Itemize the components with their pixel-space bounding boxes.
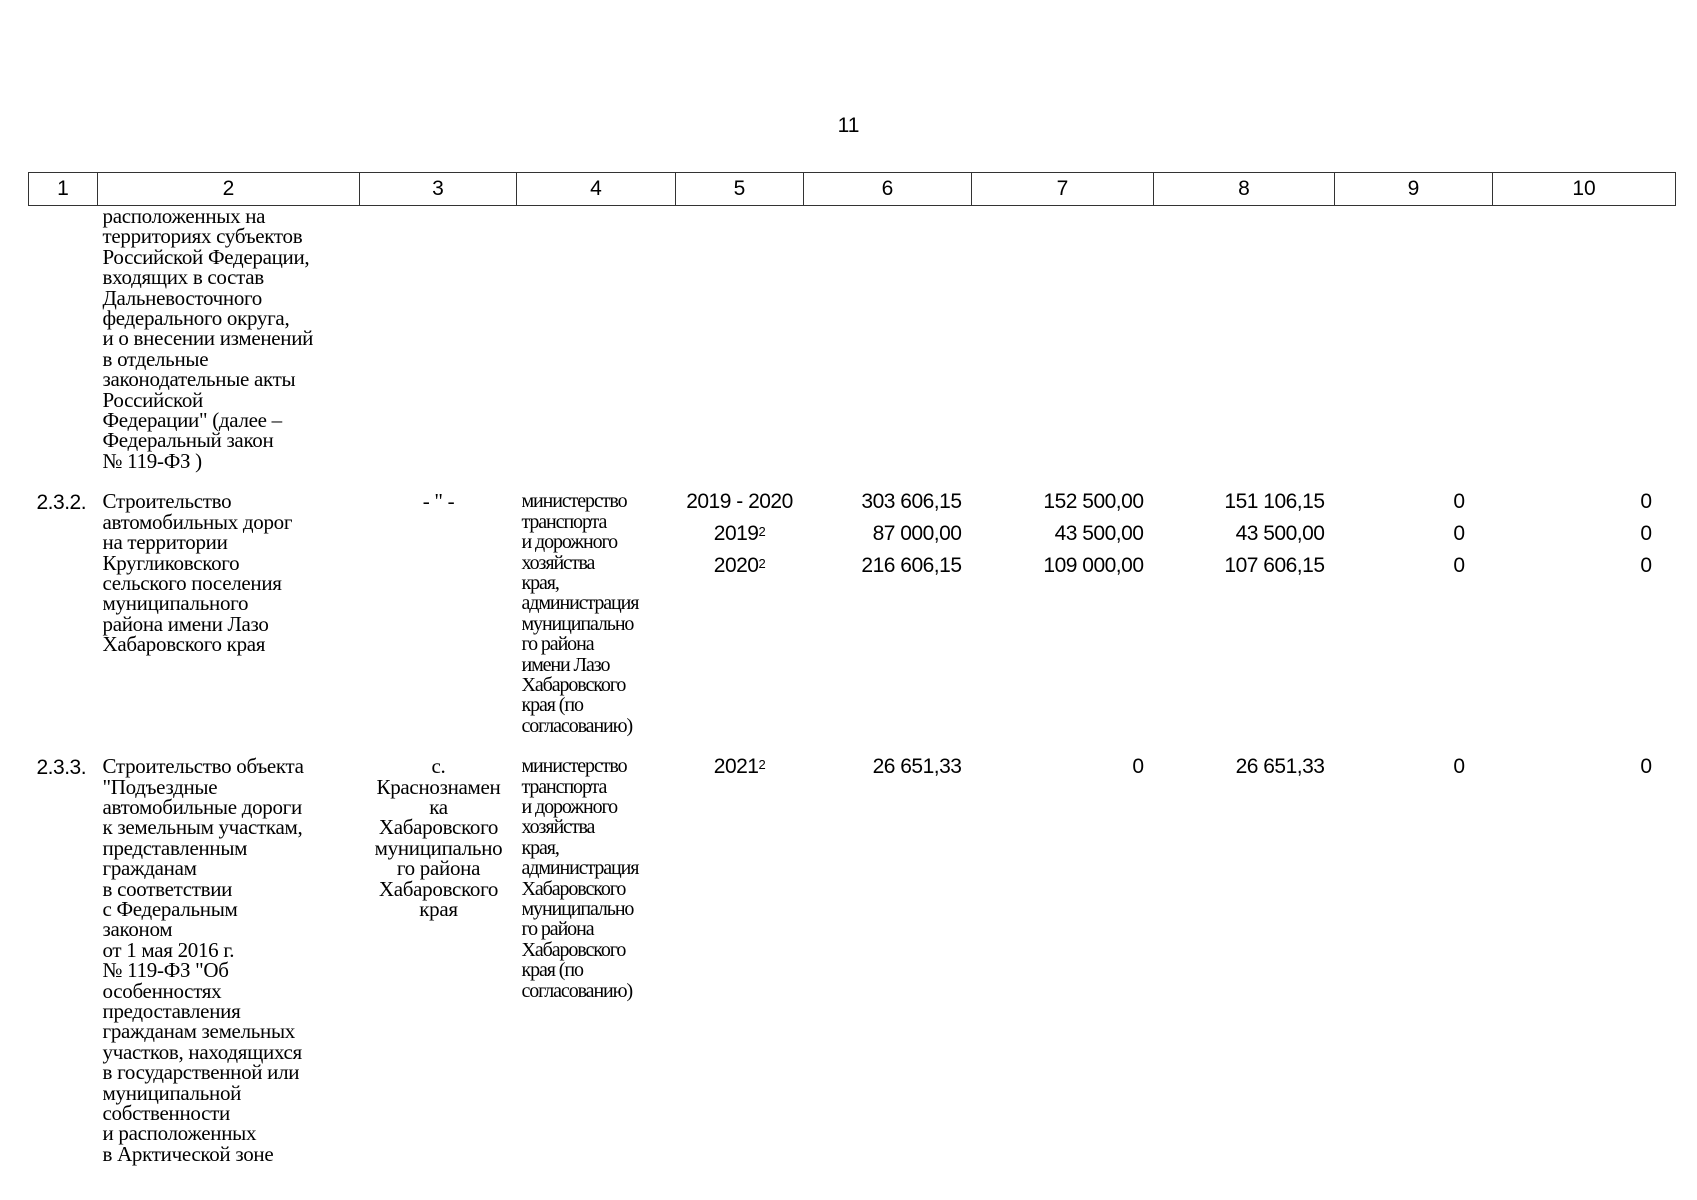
continuation-description	[98, 206, 360, 472]
cell-line: муниципальной	[102, 1080, 242, 1105]
cell-line: администрация	[521, 592, 639, 615]
cell-line: 107 606,15	[1224, 554, 1325, 578]
row-description	[98, 485, 360, 736]
cell-line: автомобильных дорог	[102, 509, 293, 534]
row-col8	[1154, 485, 1335, 736]
footnote-marker: 2	[758, 556, 766, 572]
header-col-6: 6	[804, 173, 972, 206]
row-description	[98, 750, 360, 1164]
cell-line: согласованию)	[521, 714, 633, 737]
cell-line: 0	[1453, 755, 1465, 779]
footnote-marker: 2	[758, 524, 766, 540]
period-text: 2020	[713, 554, 759, 578]
cell-line: согласованию)	[521, 979, 633, 1002]
cell-line: 0	[1453, 522, 1465, 546]
cell-line: го района	[396, 856, 481, 881]
cell-line: муниципально	[521, 898, 634, 920]
cell-line: Хабаровского края	[102, 632, 266, 657]
cell-line: хозяйства	[521, 816, 595, 839]
cell-line: в отдельные	[102, 346, 209, 371]
period-value	[676, 751, 804, 783]
cell-line: в государственной или	[102, 1060, 300, 1085]
cell-line: Хабаровского	[521, 673, 626, 696]
cell-line: транспорта	[521, 775, 607, 798]
cell-line: от 1 мая 2016 г.	[102, 937, 235, 962]
cell-line: Строительство	[102, 489, 232, 514]
cell-line: Хабаровского	[378, 876, 499, 901]
cell-line: собственности	[102, 1101, 230, 1126]
cell-line: "Подъездные	[102, 774, 218, 799]
cell-line: края (по	[521, 694, 583, 717]
cell-line: и дорожного	[521, 795, 618, 818]
cell-line: законом	[102, 917, 173, 942]
cell-line: края	[419, 897, 458, 921]
cell-line: в соответствии	[102, 876, 233, 901]
row-col9	[1335, 750, 1493, 1164]
row-location	[360, 485, 517, 736]
cell-line: 0	[1640, 522, 1652, 546]
cell-line: 87 000,00	[872, 522, 962, 546]
header-col-8: 8	[1154, 173, 1335, 206]
cell-line: 0	[1453, 554, 1465, 578]
header-col-7: 7	[972, 173, 1154, 206]
row-col7	[972, 485, 1154, 736]
cell-line: 152 500,00	[1043, 490, 1144, 514]
period-value	[676, 486, 804, 518]
row-col10	[1493, 485, 1676, 736]
row-location	[360, 750, 517, 1164]
table-row	[29, 485, 1676, 736]
cell-line: 26 651,33	[872, 755, 962, 779]
cell-line: министерство	[521, 755, 627, 778]
cell-line: - " -	[422, 489, 455, 514]
cell-line: с Федеральным	[102, 897, 238, 921]
cell-line: транспорта	[521, 510, 607, 533]
cell-line: Федерации" (далее –	[102, 408, 282, 433]
row-periods	[676, 750, 804, 1164]
cell-line: 0	[1640, 490, 1652, 514]
header-col-2: 2	[98, 173, 360, 206]
cell-line: го района	[521, 918, 594, 941]
cell-line: и дорожного	[521, 531, 618, 554]
continuation-row	[29, 206, 1676, 472]
cell-line: 216 606,15	[861, 554, 962, 578]
row-executor	[517, 485, 676, 736]
cell-line: Хабаровского	[521, 938, 626, 961]
cell-line: Кругликовского	[102, 550, 240, 575]
cell-line: 43 500,00	[1235, 522, 1325, 546]
cell-line: на территории	[102, 530, 228, 555]
table-row	[29, 750, 1676, 1164]
page-number: 11	[837, 114, 860, 137]
row-periods	[676, 485, 804, 736]
header-col-5: 5	[676, 173, 804, 206]
cell-line: 43 500,00	[1054, 522, 1144, 546]
cell-line: муниципального	[102, 591, 249, 616]
cell-line: законодательные акты	[102, 367, 296, 392]
cell-line: с.	[431, 754, 446, 779]
cell-line: гражданам	[102, 856, 197, 881]
cell-line: района имени Лазо	[102, 611, 269, 636]
cell-line: и о внесении изменений	[102, 326, 314, 351]
cell-line: Дальневосточного	[102, 285, 263, 310]
row-col7	[972, 750, 1154, 1164]
footnote-marker: 2	[758, 757, 766, 773]
row-number: 2.3.2.	[36, 491, 87, 515]
row-col6	[804, 485, 972, 736]
cell-line: Хабаровского	[521, 877, 626, 900]
period-value	[676, 550, 804, 582]
cell-line: № 119-ФЗ )	[102, 448, 202, 473]
cell-line: Строительство объекта	[102, 754, 304, 779]
cell-line: в Арктической зоне	[102, 1141, 274, 1166]
period-text: 2019	[713, 522, 759, 546]
cell-line: федерального округа,	[102, 306, 290, 331]
cell-line: хозяйства	[521, 551, 595, 574]
period-value	[676, 518, 804, 550]
cell-line: края,	[521, 836, 559, 859]
cell-line: имени Лазо	[521, 653, 610, 676]
cell-line: 0	[1132, 755, 1144, 779]
row-executor	[517, 750, 676, 1164]
cell-line: № 119-ФЗ "Об	[102, 958, 229, 983]
cell-line: ка	[429, 794, 448, 819]
cell-line: к земельным участкам,	[102, 815, 303, 840]
cell-line: участков, находящихся	[102, 1039, 302, 1064]
table-header-row	[29, 173, 1676, 206]
cell-line: представленным	[102, 835, 248, 860]
cell-line: и расположенных	[102, 1121, 257, 1146]
row-col6	[804, 750, 972, 1164]
cell-line: гражданам земельных	[102, 1019, 295, 1044]
cell-line: муниципально	[374, 835, 503, 860]
cell-line: администрация	[521, 857, 639, 880]
cell-line: го района	[521, 633, 594, 656]
cell-line: предоставления	[102, 999, 241, 1024]
header-col-3: 3	[360, 173, 517, 206]
cell-line: 0	[1453, 490, 1465, 514]
cell-line: сельского поселения	[102, 570, 282, 595]
cell-line: Российской	[102, 387, 203, 412]
row-col10	[1493, 750, 1676, 1164]
period-text: 2021	[713, 755, 759, 779]
cell-line: особенностях	[102, 978, 222, 1003]
header-col-9: 9	[1335, 173, 1493, 206]
cell-line: входящих в состав	[102, 265, 264, 290]
program-table	[28, 172, 1676, 1164]
cell-line: расположенных на	[102, 204, 266, 228]
cell-line: 0	[1640, 755, 1652, 779]
row-number: 2.3.3.	[36, 756, 87, 780]
cell-line: муниципально	[521, 612, 634, 635]
cell-line: Федеральный закон	[102, 428, 274, 453]
cell-line: 0	[1640, 554, 1652, 578]
cell-line: края (по	[521, 959, 583, 982]
program-table-container	[28, 172, 1675, 1164]
cell-line: 26 651,33	[1235, 755, 1325, 779]
header-col-10: 10	[1493, 173, 1676, 206]
row-col9	[1335, 485, 1493, 736]
row-col8	[1154, 750, 1335, 1164]
cell-line: 303 606,15	[861, 490, 962, 514]
cell-line: Российской Федерации,	[102, 244, 310, 269]
cell-line: министерство	[521, 490, 627, 513]
cell-line: края,	[521, 571, 559, 594]
cell-line: Хабаровского	[378, 815, 499, 840]
cell-line: 151 106,15	[1224, 490, 1325, 514]
cell-line: Краснознамен	[376, 774, 501, 799]
cell-line: автомобильные дороги	[102, 794, 302, 819]
header-col-1: 1	[29, 173, 98, 206]
cell-line: 109 000,00	[1043, 554, 1144, 578]
cell-line: территориях субъектов	[102, 224, 303, 249]
period-text: 2019 - 2020	[686, 490, 793, 514]
header-col-4: 4	[517, 173, 676, 206]
